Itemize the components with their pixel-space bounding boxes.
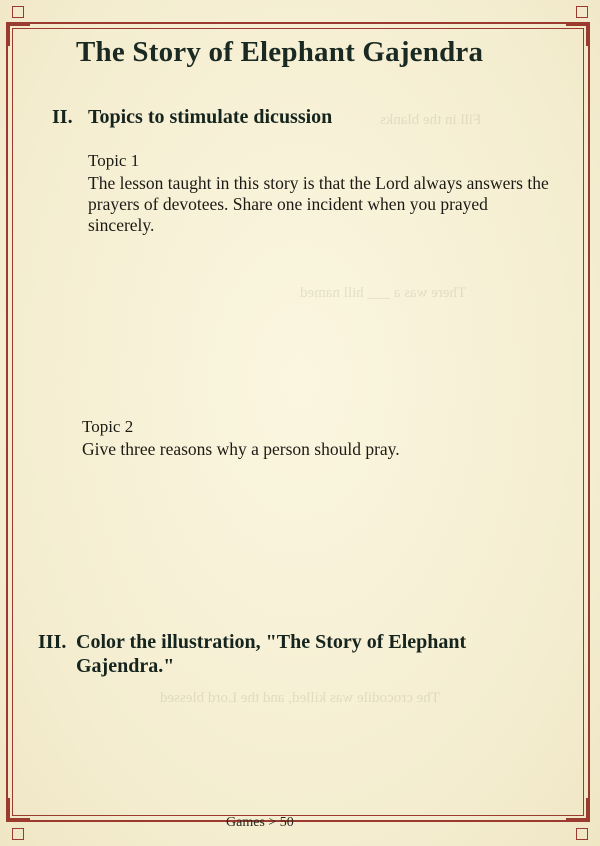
show-through-text: Fill in the blanks: [380, 112, 482, 128]
topic-2-text: Give three reasons why a person should pray.: [82, 439, 400, 459]
show-through-text: There was a ___ hill named: [300, 285, 467, 301]
frame-ornament: [12, 828, 24, 840]
section-3-number: III.: [38, 631, 67, 653]
section-2-title: Topics to stimulate dicussion: [88, 106, 333, 128]
frame-ornament: [576, 828, 588, 840]
topic-1-text: The lesson taught in this story is that the Lord always answers the prayers of devotees. Share one incident when you prayed sincerely.: [88, 173, 549, 235]
section-2-heading: [52, 106, 332, 129]
page-title: The Story of Elephant Gajendra: [76, 36, 484, 68]
show-through-text: The crocodile was killed, and the Lord blessed: [160, 690, 440, 706]
frame-ornament: [576, 6, 588, 18]
section-2-number: II.: [52, 106, 73, 128]
topic-2-label: Topic 2: [82, 417, 134, 436]
page-footer: Games > 50: [226, 815, 294, 830]
frame-ornament: [12, 6, 24, 18]
section-3-title: Color the illustration, "The Story of Elephant Gajendra.": [76, 631, 467, 677]
topic-1-label: Topic 1: [88, 151, 140, 170]
